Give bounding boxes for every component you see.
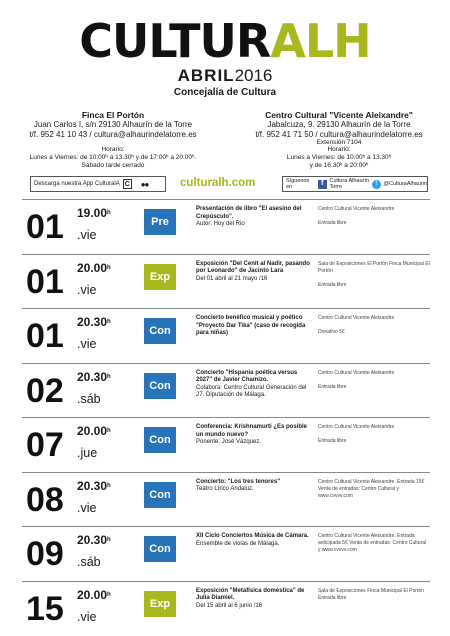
event-title: Presentación de libro "El asesino del Crepúsculo". bbox=[196, 206, 302, 220]
event-location bbox=[318, 424, 430, 445]
event-place: Centro Cultural Vicente Aleixandre bbox=[318, 369, 395, 376]
event-entry: Entrada libre bbox=[318, 220, 347, 226]
event-title: Concierto "Hispania poética versus 2027" de Javier Chamizo. bbox=[196, 369, 298, 383]
event-place: Centro Cultural Vicente Aleixandre bbox=[318, 424, 395, 430]
venue-address: Juan Carlos I, s/n 29130 Alhaurín de la Torre bbox=[33, 120, 193, 129]
event-detail: Ponente: José Vázquez. bbox=[196, 439, 262, 445]
event-weekday: .vie bbox=[77, 500, 97, 515]
event-title: Concierto benéfico musical y poético "Proyecto Dar Tika" (caso de recogida para niñas) bbox=[196, 315, 306, 336]
app-bar bbox=[30, 176, 428, 192]
event-title: Exposición "Metafísica doméstica" de Julia Diamiel. bbox=[196, 587, 305, 601]
event-entry: Entrada libre bbox=[318, 281, 347, 288]
header bbox=[0, 14, 450, 99]
event-category-badge: Con bbox=[144, 427, 176, 453]
event-row bbox=[22, 254, 430, 308]
event-description bbox=[196, 206, 314, 229]
month-line bbox=[0, 66, 450, 86]
event-day: 02 bbox=[26, 371, 64, 410]
event-location bbox=[318, 206, 430, 227]
event-description bbox=[196, 424, 314, 447]
event-description bbox=[196, 588, 314, 611]
event-location bbox=[318, 315, 430, 336]
event-entry: Entrada libre bbox=[318, 383, 347, 390]
event-weekday: .jue bbox=[77, 446, 98, 460]
year: 2016 bbox=[234, 66, 273, 85]
event-detail: Teatro Lírico Andaluz. bbox=[196, 486, 254, 492]
event-place: Sala de Exposiciones Finca Municipal El Portón Entrada libre bbox=[318, 587, 424, 601]
event-time: 20.30$^h$ bbox=[77, 369, 111, 384]
event-row bbox=[22, 308, 430, 362]
event-title: Exposición "Del Cenit al Nadir, pasando por Leonardo" de Jacinto Lara bbox=[196, 260, 310, 274]
event-detail: Colabora: Centro Cultural Generación del 27. Diputación de Málaga. bbox=[196, 384, 307, 398]
event-location bbox=[318, 261, 430, 289]
app-icon: C bbox=[124, 180, 130, 188]
app-download-box[interactable] bbox=[30, 176, 166, 192]
event-detail: Autor: Hoy del Rio bbox=[196, 221, 245, 227]
event-place: Centro Cultural Vicente Aleixandre bbox=[318, 315, 395, 321]
event-time: 20.00$^h$ bbox=[77, 260, 111, 275]
event-title: Conferencia: Krishnamurti ¿Es posible un mundo nuevo? bbox=[196, 424, 308, 438]
event-row bbox=[22, 472, 430, 526]
event-weekday: .vie bbox=[77, 609, 97, 624]
event-title: XII Ciclo Conciertos Música de Cámara. bbox=[196, 533, 309, 539]
event-location bbox=[318, 370, 430, 391]
event-description bbox=[196, 533, 314, 548]
event-category-badge: Con bbox=[144, 373, 176, 399]
event-time: 19.00$^h$ bbox=[77, 206, 111, 220]
venue-hours-right: Horario: Lunes a Viernes: de 10.00ʰ a 13.30ʰ y de 16.30ʰ a 20:00ʰ bbox=[286, 146, 392, 169]
month: ABRIL bbox=[177, 66, 235, 85]
event-weekday: .vie bbox=[77, 337, 97, 351]
event-day: 08 bbox=[26, 480, 64, 519]
follow-label: Síguenos en bbox=[286, 178, 310, 190]
event-weekday: .sáb bbox=[77, 555, 101, 569]
event-place: Centro Cultural Vicente Aleixandre. Entrada anticipada 5€ Venta de entradas: Centro Cultural y www.cvvvv.com bbox=[318, 533, 427, 553]
event-category-badge: Exp bbox=[144, 264, 176, 290]
event-category-badge: Con bbox=[144, 482, 176, 508]
event-description bbox=[196, 261, 314, 284]
twitter-label[interactable]: @CulturaAlhaurin bbox=[383, 181, 428, 187]
event-day: 01 bbox=[26, 317, 64, 355]
event-day: 09 bbox=[26, 535, 64, 573]
venue-title: Finca El Portón bbox=[81, 110, 145, 120]
event-detail: Del 01 abril al 21 mayo /16 bbox=[196, 275, 268, 282]
event-description bbox=[196, 370, 314, 400]
social-box bbox=[282, 176, 428, 192]
event-day: 15 bbox=[26, 589, 64, 628]
event-title: Concierto: "Los tres tenores" bbox=[196, 478, 281, 485]
event-category-badge: Pre bbox=[144, 209, 176, 235]
venue-contact[interactable]: t/f. 952 41 10 43 / cultura@alhaurindelatorre.es bbox=[29, 129, 197, 139]
event-time: 20.30$^h$ bbox=[77, 315, 111, 329]
event-day: 01 bbox=[26, 262, 64, 301]
venue-title: Centro Cultural "Vicente Aleixandre" bbox=[265, 110, 413, 120]
twitter-icon[interactable]: t bbox=[372, 180, 380, 189]
event-detail: Del 15 abril al 6 junio /16 bbox=[196, 602, 263, 609]
event-category-badge: Con bbox=[144, 536, 176, 562]
event-description bbox=[196, 479, 314, 494]
venue-hours-left: Horario: Lunes a Viernes: de 10:00ʰ a 13.30ʰ y de 17:00ʰ a 20:00ʰ. Sábado tarde cerrado bbox=[29, 146, 197, 169]
event-category-badge: Exp bbox=[144, 591, 176, 617]
event-row bbox=[22, 417, 430, 471]
facebook-icon[interactable]: f bbox=[318, 180, 326, 189]
event-weekday: .vie bbox=[77, 228, 97, 242]
event-row bbox=[22, 363, 430, 417]
event-row bbox=[22, 581, 430, 635]
event-time: 20.00$^h$ bbox=[77, 587, 111, 602]
event-description bbox=[196, 315, 314, 338]
venue-centro-cultural bbox=[234, 110, 444, 147]
event-row bbox=[22, 199, 430, 253]
event-day: 01 bbox=[26, 208, 64, 246]
event-detail: Ensemble de violas de Málaga. bbox=[196, 540, 280, 547]
venue-finca-el-porton bbox=[18, 110, 208, 139]
event-time: 20.30$^h$ bbox=[77, 533, 111, 547]
event-time: 20.00$^h$ bbox=[77, 424, 111, 438]
event-location bbox=[318, 588, 430, 609]
event-place: Sala de Exposiciones El Portón Finca Municipal El Portón bbox=[318, 260, 430, 274]
event-category-badge: Con bbox=[144, 318, 176, 344]
venue-extension: Extensión 7104 bbox=[316, 139, 362, 146]
event-row bbox=[22, 526, 430, 580]
event-day: 07 bbox=[26, 426, 64, 464]
event-entry: Entrada libre bbox=[318, 438, 347, 444]
event-weekday: .vie bbox=[77, 282, 97, 297]
venue-address: Jabalcuza, 9. 29130 Alhaurín de la Torre bbox=[267, 120, 411, 129]
event-place: Centro Cultural Vicente Aleixandre. Entrada 15€ Venta de entradas: Centro Cultural y www.cvvvv.com bbox=[318, 478, 425, 499]
app-download-label: Descarga nuestra App CulturalA bbox=[34, 181, 120, 187]
store-icon: ●● bbox=[140, 179, 149, 189]
event-weekday: .sáb bbox=[77, 391, 101, 406]
event-location bbox=[318, 533, 430, 561]
event-location bbox=[318, 479, 430, 507]
event-time: 20.30$^h$ bbox=[77, 478, 111, 493]
website-link[interactable]: culturalh.com bbox=[180, 177, 256, 189]
event-entry: Donativo 5€ bbox=[318, 329, 345, 335]
venue-contact[interactable]: t/f. 952 41 71 50 / cultura@alhaurindelatorre.es bbox=[255, 129, 423, 139]
culturalh-logo: CULTURALH bbox=[79, 14, 371, 68]
event-place: Centro Cultural Vicente Aleixandre bbox=[318, 206, 395, 212]
facebook-label[interactable]: Cultura Alhaurín Torre bbox=[329, 178, 369, 190]
subtitle: Concejalía de Cultura bbox=[173, 87, 277, 98]
